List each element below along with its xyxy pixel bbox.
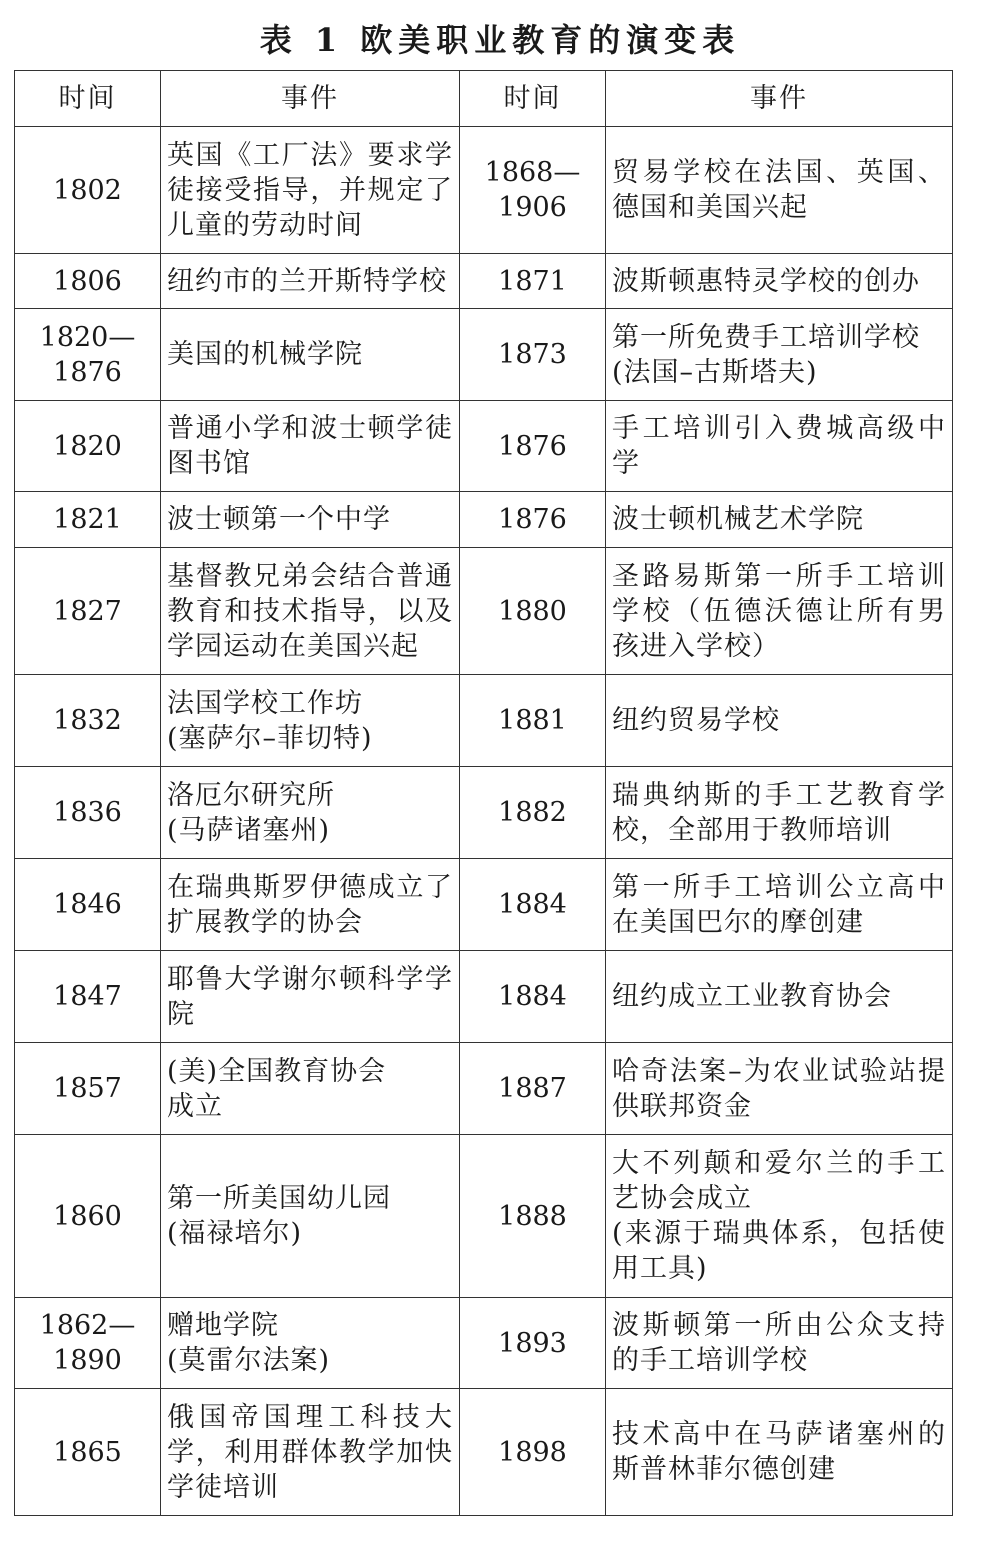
event-text: 纽约市的兰开斯特学校 [167,265,447,297]
event-text: 手工培训引入费城高级中学 [612,413,946,479]
event-text: 贸易学校在法国、英国、德国和美国兴起 [612,157,946,223]
table-row [15,951,953,1043]
event-text: 美国的机械学院 [167,339,363,370]
year-cell [15,492,161,548]
event-cell [161,309,460,401]
year-text: 1890 [53,1345,122,1376]
event-cell [161,254,460,309]
year-text: 1888 [498,1200,567,1232]
event-cell [161,1043,460,1135]
table-body [15,127,953,1516]
year-cell [460,675,606,767]
year-cell [15,1043,161,1135]
event-text: 普通小学和波士顿学徒图书馆 [167,413,453,479]
event-text: (来源于瑞典体系，包括使用工具) [612,1218,946,1284]
table-row [15,1043,953,1135]
year-text: 1887 [498,1073,567,1104]
year-cell [460,1298,606,1389]
year-text: 1821 [53,504,122,535]
year-text: 1868— [484,157,581,188]
year-text: 1836 [53,797,122,828]
event-text: 大不列颠和爱尔兰的手工艺协会成立 [612,1148,946,1214]
year-text: 1881 [498,705,567,736]
event-cell [161,767,460,859]
year-text: 1882 [498,797,567,828]
header-event-1: 事件 [161,71,460,127]
event-text: 纽约成立工业教育协会 [612,981,892,1012]
header-event-2: 事件 [606,71,953,127]
event-text: 波士顿机械艺术学院 [612,504,864,535]
year-cell [15,254,161,309]
event-cell [161,1135,460,1298]
event-text: 波士顿第一个中学 [167,504,391,535]
year-text: 1898 [498,1436,567,1468]
year-text: 1820 [53,430,122,462]
event-text: (塞萨尔–菲切特) [167,722,373,754]
year-cell [15,1389,161,1516]
year-text: 1893 [498,1327,567,1359]
year-text: 1884 [498,981,567,1012]
table-row [15,1298,953,1389]
event-text: 瑞典纳斯的手工艺教育学校，全部用于教师培训 [612,779,946,846]
events-table [14,70,953,1516]
year-text: 1876 [498,504,567,535]
year-text: 1846 [53,889,122,920]
event-text: 在瑞典斯罗伊德成立了扩展教学的协会 [167,871,453,938]
year-cell [15,675,161,767]
year-cell [15,548,161,675]
year-cell [15,859,161,951]
table-row [15,1389,953,1516]
event-text: 技术高中在马萨诸塞州的斯普林菲尔德创建 [612,1419,946,1485]
event-cell [161,1298,460,1389]
event-text: 成立 [167,1090,223,1122]
event-text: (马萨诸塞州) [167,814,331,846]
year-text: 1876 [498,430,567,462]
year-cell [460,767,606,859]
event-text: 圣路易斯第一所手工培训学校（伍德沃德让所有男孩进入学校） [612,560,946,662]
year-text: 1820— [39,321,136,353]
year-cell [460,401,606,492]
year-cell [460,127,606,254]
year-cell [15,127,161,254]
event-cell [606,401,953,492]
event-cell [606,1043,953,1135]
year-text: 1832 [53,705,122,736]
year-text: 1857 [53,1073,122,1104]
event-text: 波斯顿第一所由公众支持的手工培训学校 [612,1310,946,1376]
event-cell [606,548,953,675]
year-cell [460,309,606,401]
event-cell [606,1389,953,1516]
year-cell [460,1135,606,1298]
event-text: 英国《工厂法》要求学徒接受指导，并规定了儿童的劳动时间 [167,139,453,241]
event-cell [161,548,460,675]
table-row [15,254,953,309]
event-cell [606,675,953,767]
year-cell [460,1043,606,1135]
year-cell [460,1389,606,1516]
event-cell [606,951,953,1043]
table-row [15,1135,953,1298]
event-text: 第一所手工培训公立高中在美国巴尔的摩创建 [612,871,946,938]
year-cell [460,254,606,309]
table-row [15,401,953,492]
event-cell [161,401,460,492]
event-cell [161,859,460,951]
event-cell [606,859,953,951]
table-row [15,309,953,401]
year-cell [460,548,606,675]
event-cell [161,951,460,1043]
table-title: 表 1 欧美职业教育的演变表 [259,21,741,59]
event-text: (莫雷尔法案) [167,1345,331,1376]
event-cell [606,1298,953,1389]
header-time-2: 时间 [460,71,606,127]
event-text: 第一所免费手工培训学校 [612,321,920,353]
year-cell [15,1298,161,1389]
event-text: 法国学校工作坊 [167,687,363,719]
year-text: 1873 [498,339,567,370]
year-cell [460,492,606,548]
year-cell [15,309,161,401]
event-text: 基督教兄弟会结合普通教育和技术指导，以及学园运动在美国兴起 [167,560,453,662]
year-cell [15,767,161,859]
year-cell [15,951,161,1043]
event-text: 波斯顿惠特灵学校的创办 [612,265,920,297]
year-text: 1806 [53,265,122,297]
event-cell [161,675,460,767]
event-cell [161,492,460,548]
event-text: 耶鲁大学谢尔顿科学学院 [167,963,453,1030]
year-text: 1884 [498,889,567,920]
event-cell [606,767,953,859]
table-row [15,767,953,859]
year-text: 1871 [498,265,567,297]
event-text: 洛厄尔研究所 [167,779,335,811]
table-row [15,675,953,767]
year-text: 1860 [53,1200,122,1232]
event-text: 俄国帝国理工科技大学，利用群体教学加快学徒培训 [167,1401,453,1503]
year-text: 1862— [39,1310,136,1341]
event-cell [606,492,953,548]
event-text: 哈奇法案–为农业试验站提供联邦资金 [612,1055,946,1122]
year-text: 1847 [53,981,122,1012]
event-text: (美)全国教育协会 [167,1055,387,1087]
event-text: 纽约贸易学校 [612,705,780,736]
table-row [15,127,953,254]
event-cell [606,309,953,401]
event-text: (法国–古斯塔夫) [612,356,818,388]
year-text: 1802 [53,174,122,206]
year-text: 1827 [53,595,122,627]
year-text: 1880 [498,595,567,627]
header-time-1: 时间 [15,71,161,127]
event-cell [606,127,953,254]
event-text: 赠地学院 [167,1310,279,1341]
table-row [15,548,953,675]
event-text: (福禄培尔) [167,1218,303,1249]
year-text: 1865 [53,1436,122,1468]
table-row [15,492,953,548]
year-text: 1876 [53,356,122,388]
year-cell [15,401,161,492]
event-cell [606,254,953,309]
event-cell [161,127,460,254]
event-cell [606,1135,953,1298]
event-cell [161,1389,460,1516]
year-cell [460,951,606,1043]
header-row [15,71,953,127]
year-cell [15,1135,161,1298]
year-text: 1906 [498,192,567,223]
table-row [15,859,953,951]
year-cell [460,859,606,951]
event-text: 第一所美国幼儿园 [167,1183,391,1214]
